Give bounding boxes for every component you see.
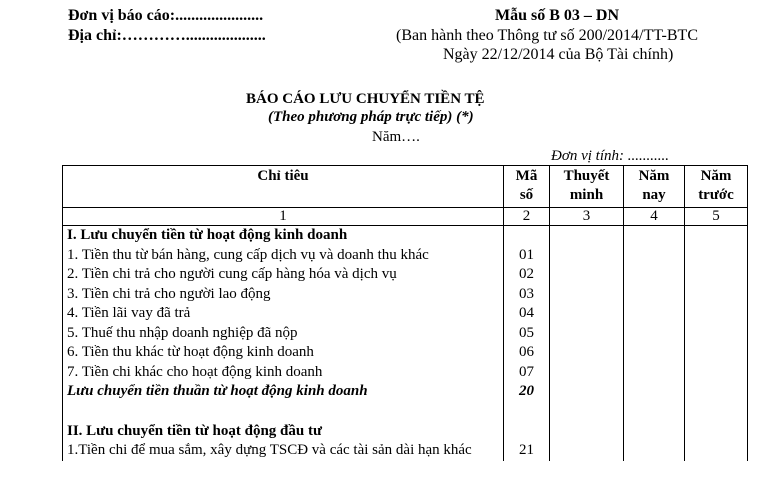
table-row	[63, 363, 748, 383]
row-value-cell	[624, 246, 685, 266]
row-value-cell	[624, 285, 685, 305]
row-value-cell	[624, 265, 685, 285]
row-value-cell	[685, 265, 748, 285]
header-this-year: Năm nay	[624, 166, 685, 208]
issued-by-line-2: Ngày 22/12/2014 của Bộ Tài chính)	[443, 46, 674, 63]
row-value-cell	[550, 285, 624, 305]
row-value-cell	[624, 226, 685, 246]
table-row	[63, 422, 748, 442]
address-label: Địa chỉ:…………....................	[68, 27, 266, 44]
header-note: Thuyết minh	[550, 166, 624, 208]
row-label: 5. Thuế thu nhập doanh nghiệp đã nộp	[63, 324, 504, 344]
row-label: 2. Tiền chi trả cho người cung cấp hàng hóa và dịch vụ	[63, 265, 504, 285]
row-value-cell	[624, 304, 685, 324]
col-number: 4	[624, 208, 685, 226]
row-value-cell	[550, 402, 624, 422]
report-title: BÁO CÁO LƯU CHUYỂN TIỀN TỆ	[246, 91, 485, 107]
row-code: 20	[504, 382, 550, 402]
row-value-cell	[685, 382, 748, 402]
row-value-cell	[550, 246, 624, 266]
row-value-cell	[685, 441, 748, 461]
issued-by-line-1: (Ban hành theo Thông tư số 200/2014/TT-BTC	[396, 27, 698, 44]
row-label: 7. Tiền chi khác cho hoạt động kinh doanh	[63, 363, 504, 383]
currency-unit: Đơn vị tính: ...........	[551, 148, 669, 164]
row-label: 6. Tiền thu khác từ hoạt động kinh doanh	[63, 343, 504, 363]
row-code: 07	[504, 363, 550, 383]
row-label: 4. Tiền lãi vay đã trả	[63, 304, 504, 324]
table-row	[63, 285, 748, 305]
row-value-cell	[550, 363, 624, 383]
col-number: 1	[63, 208, 504, 226]
table-row	[63, 265, 748, 285]
row-value-cell	[550, 265, 624, 285]
row-code: 06	[504, 343, 550, 363]
row-value-cell	[550, 304, 624, 324]
table-row	[63, 343, 748, 363]
row-value-cell	[624, 422, 685, 442]
row-value-cell	[685, 246, 748, 266]
row-value-cell	[550, 382, 624, 402]
row-code: 03	[504, 285, 550, 305]
table-row	[63, 441, 748, 461]
header-prev-year: Năm trước	[685, 166, 748, 208]
row-label: Lưu chuyển tiền thuần từ hoạt động kinh doanh	[63, 382, 504, 402]
table-row	[63, 304, 748, 324]
row-code: 05	[504, 324, 550, 344]
row-value-cell	[624, 363, 685, 383]
table-row	[63, 324, 748, 344]
col-number: 5	[685, 208, 748, 226]
row-value-cell	[624, 343, 685, 363]
reporting-unit-label: Đơn vị báo cáo:......................	[68, 7, 264, 24]
row-label: 3. Tiền chi trả cho người lao động	[63, 285, 504, 305]
row-value-cell	[624, 324, 685, 344]
row-label: 1. Tiền thu từ bán hàng, cung cấp dịch vụ và doanh thu khác	[63, 246, 504, 266]
report-year: Năm….	[372, 129, 420, 145]
form-code: Mẫu số B 03 – DN	[495, 7, 620, 24]
report-subtitle: (Theo phương pháp trực tiếp) (*)	[268, 109, 474, 125]
row-label: I. Lưu chuyển tiền từ hoạt động kinh doanh	[63, 226, 504, 246]
row-code: 01	[504, 246, 550, 266]
row-value-cell	[624, 382, 685, 402]
row-value-cell	[685, 363, 748, 383]
table-header-row	[63, 166, 748, 208]
col-number: 3	[550, 208, 624, 226]
column-number-row	[63, 208, 748, 226]
row-value-cell	[550, 324, 624, 344]
row-value-cell	[685, 285, 748, 305]
row-value-cell	[550, 226, 624, 246]
row-value-cell	[685, 402, 748, 422]
row-value-cell	[550, 422, 624, 442]
row-value-cell	[685, 324, 748, 344]
row-value-cell	[685, 422, 748, 442]
row-label: 1.Tiền chi để mua sắm, xây dựng TSCĐ và các tài sản dài hạn khác	[63, 441, 504, 461]
col-number: 2	[504, 208, 550, 226]
row-value-cell	[624, 402, 685, 422]
spacer-row	[63, 402, 748, 422]
row-label: II. Lưu chuyển tiền từ hoạt động đầu tư	[63, 422, 504, 442]
row-code: 21	[504, 441, 550, 461]
header-item: Chỉ tiêu	[63, 166, 504, 208]
table-row	[63, 226, 748, 246]
header-code: Mã số	[504, 166, 550, 208]
row-value-cell	[685, 343, 748, 363]
row-code	[504, 422, 550, 442]
row-value-cell	[550, 343, 624, 363]
row-code: 04	[504, 304, 550, 324]
table-row	[63, 246, 748, 266]
row-value-cell	[624, 441, 685, 461]
row-label	[63, 402, 504, 422]
row-value-cell	[550, 441, 624, 461]
row-code: 02	[504, 265, 550, 285]
row-value-cell	[685, 304, 748, 324]
table-row	[63, 382, 748, 402]
row-code	[504, 226, 550, 246]
row-code	[504, 402, 550, 422]
row-value-cell	[685, 226, 748, 246]
cash-flow-table	[62, 165, 748, 461]
